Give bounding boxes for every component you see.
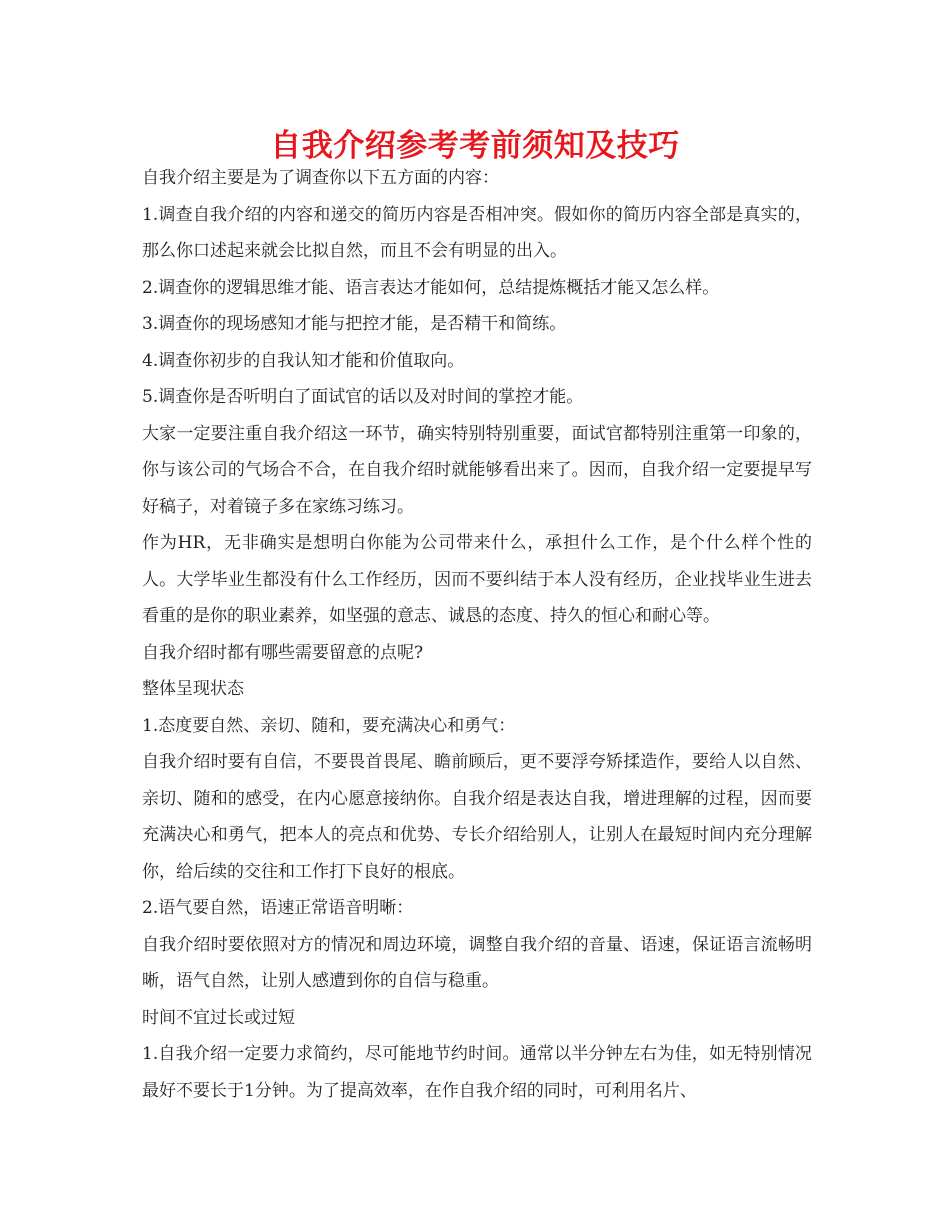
attitude-paragraph: 自我介绍时要有自信，不要畏首畏尾、瞻前顾后，更不要浮夸矫揉造作，要给人以自然、亲切、随和的感受，在内心愿意接纳你。自我介绍是表达自我，增进理解的过程，因而要充满决心和勇气，把本人的亮点和优势、专长介绍给别人，让别人在最短时间内充分理解你，给后续的交往和工作打下良好的根底。: [142, 752, 812, 882]
tone-heading: 2.语气要自然，语速正常语音明晰：: [142, 898, 414, 918]
document-title: 自我介绍参考考前须知及技巧: [270, 128, 680, 164]
attitude-heading: 1.态度要自然、亲切、随和，要充满决心和勇气：: [142, 715, 516, 736]
list-item-2: 2.调查你的逻辑思维才能、语言表达才能如何，总结提炼概括才能又怎么样。: [142, 277, 720, 298]
section-heading-time: 时间不宜过长或过短: [142, 1007, 295, 1028]
question-heading: 自我介绍时都有哪些需要留意的点呢?: [142, 642, 424, 663]
list-item-1: 1.调查自我介绍的内容和递交的简历内容是否相冲突。假如你的简历内容全部是真实的，那么你口述起来就会比拟自然，而且不会有明显的出入。: [142, 204, 812, 261]
tone-paragraph: 自我介绍时要依照对方的情况和周边环境，调整自我介绍的音量、语速，保证语言流畅明晰，语气自然，让别人感遭到你的自信与稳重。: [142, 934, 812, 991]
list-item-3: 3.调查你的现场感知才能与把控才能，是否精干和简练。: [142, 314, 567, 334]
section-heading-overall-state: 整体呈现状态: [142, 679, 244, 699]
time-paragraph: 1.自我介绍一定要力求简约，尽可能地节约时间。通常以半分钟左右为佳，如无特别情况最好不要长于1分钟。为了提高效率，在作自我介绍的同时，可利用名片、: [142, 1044, 812, 1101]
hr-paragraph: 作为HR，无非确实是想明白你能为公司带来什么，承担什么工作，是个什么样个性的人。大学毕业生都没有什么工作经历，因而不要纠结于本人没有经历，企业找毕业生进去看重的是你的职业素养，如坚强的意志、诚恳的态度、持久的恒心和耐心等。: [142, 533, 812, 626]
document-body: [142, 160, 812, 1109]
list-item-4: 4.调查你初步的自我认知才能和价值取向。: [142, 350, 465, 371]
importance-paragraph: 大家一定要注重自我介绍这一环节，确实特别特别重要，面试官都特别注重第一印象的，你与该公司的气场合不合，在自我介绍时就能够看出来了。因而，自我介绍一定要提早写好稿子，对着镜子多在家练习练习。: [142, 423, 812, 517]
intro-paragraph: 自我介绍主要是为了调查你以下五方面的内容：: [142, 168, 499, 188]
list-item-5: 5.调查你是否听明白了面试官的话以及对时间的掌控才能。: [142, 387, 584, 407]
